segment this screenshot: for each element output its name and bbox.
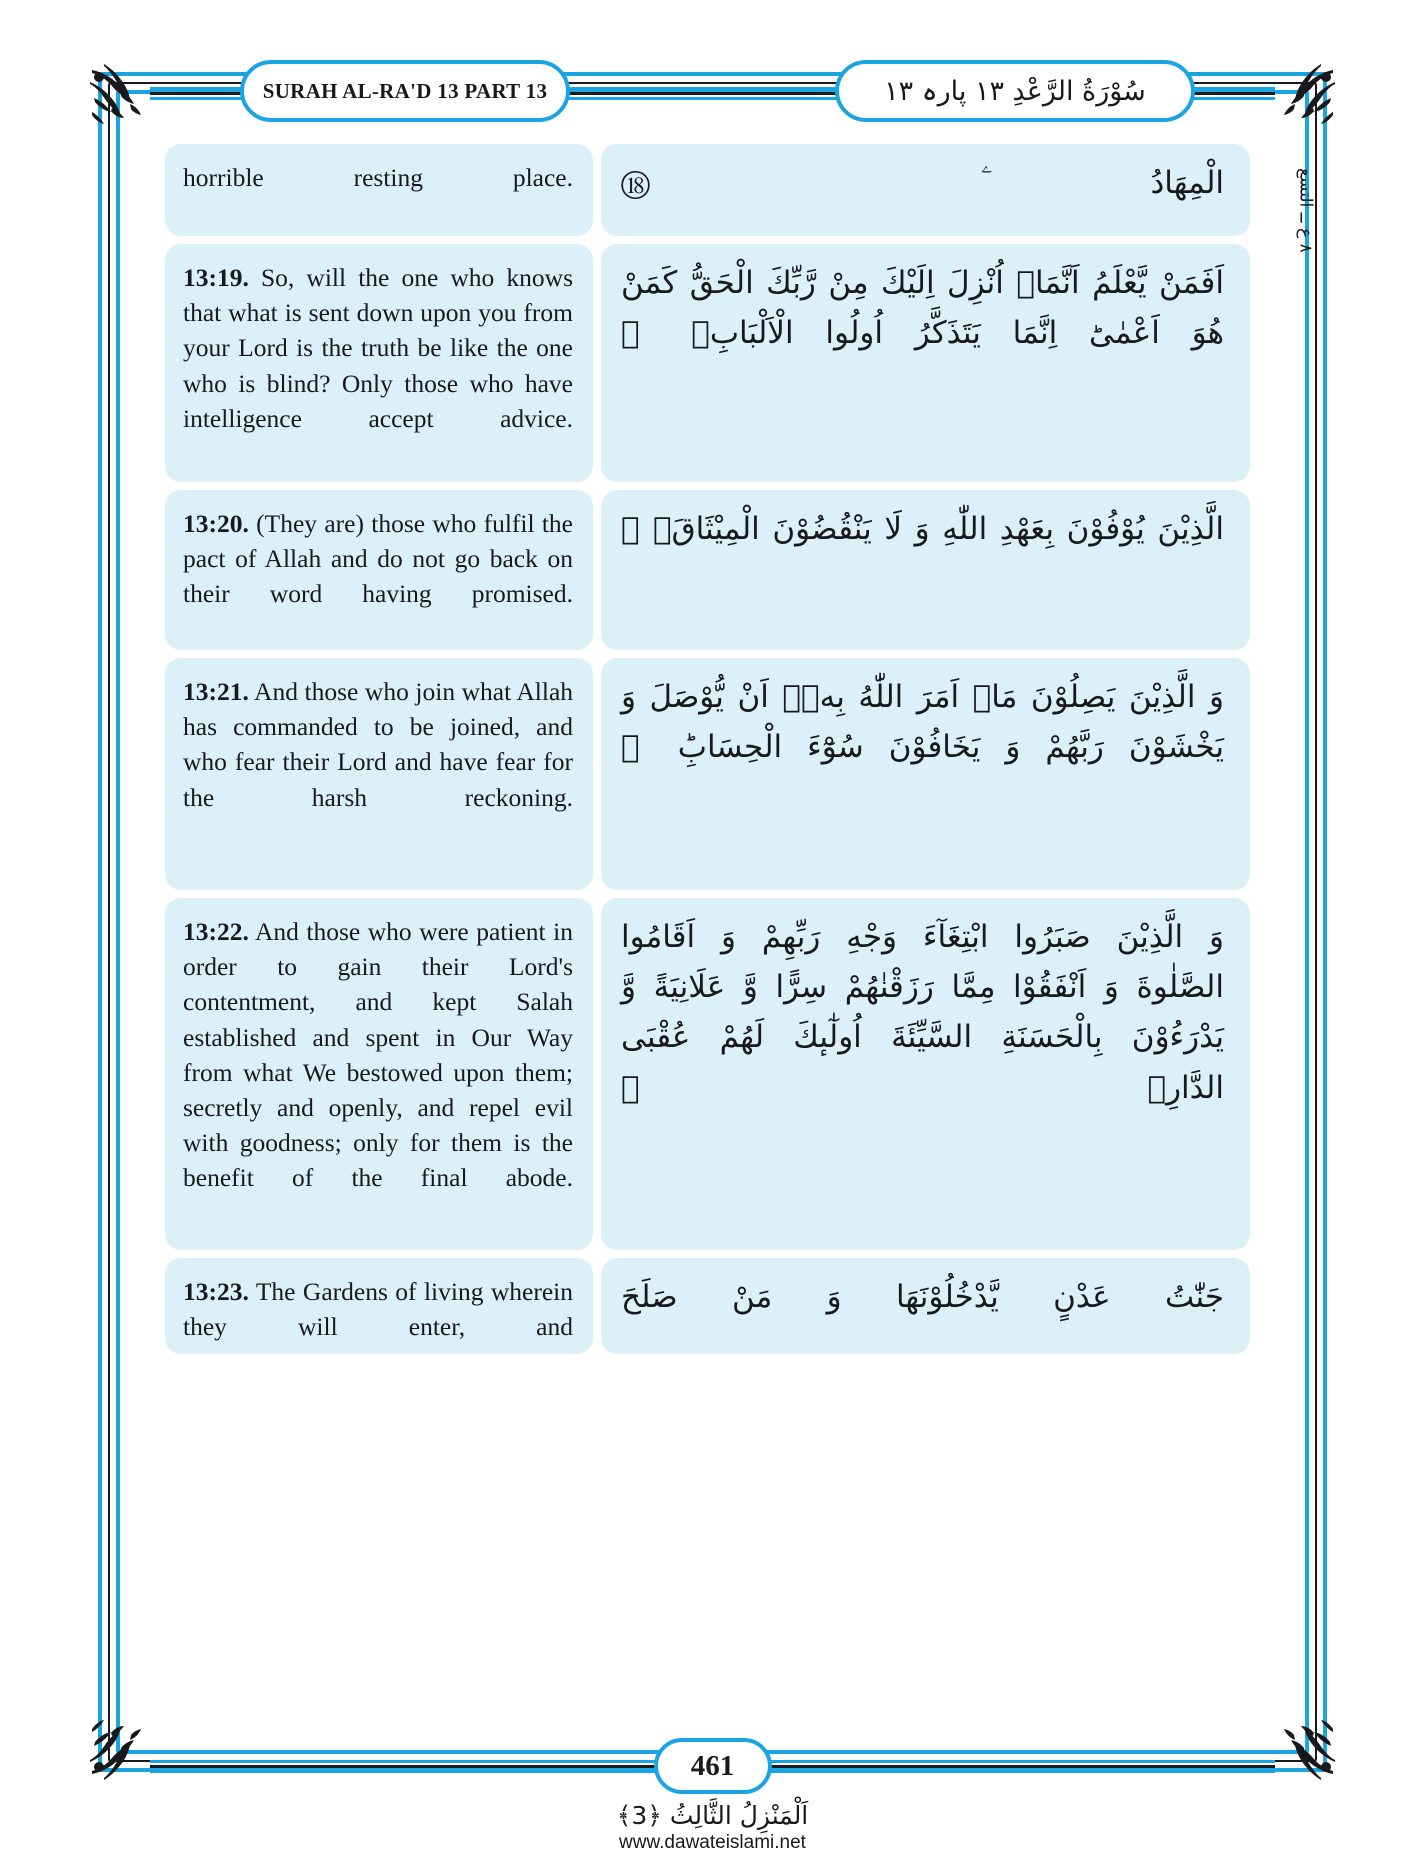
verse-english — [165, 490, 593, 650]
surah-title-arabic-label: سُوْرَةُ الرَّعْدِ ١٣ پارہ ١٣ — [884, 75, 1146, 107]
verse-arabic: الْمِهَادُ ۧ ⑱ — [601, 144, 1250, 236]
ruku-marker: ٨ ع ــ التسع — [1295, 167, 1316, 253]
verse-english — [165, 658, 593, 890]
verse-arabic: وَ الَّذِیْنَ صَبَرُوا ابْتِغَآءَ وَجْهِ رَبِّهِمْ وَ اَقَامُوا الصَّلٰوةَ وَ اَنْفَقُوْا مِمَّا رَزَقْنٰهُمْ سِرًّا وَّ عَلَانِیَةً وَّ یَدْرَءُوْنَ بِالْحَسَنَةِ السَّیِّئَةَ اُولٰٓىٕكَ لَهُمْ عُقْبَى الدَّارِۙ ㉒ — [601, 898, 1250, 1250]
verse-number: 13:20. — [183, 509, 249, 538]
verse-row — [165, 490, 1250, 650]
verse-english-text: And those who join what Allah has commanded to be joined, and who fear their Lord and have fear for the harsh reckoning. — [183, 677, 574, 812]
surah-title-english — [240, 60, 570, 122]
verse-english-text: horrible resting place. — [183, 163, 573, 192]
verse-list — [165, 144, 1250, 1362]
verse-number: 13:22. — [183, 917, 249, 946]
surah-title-arabic — [835, 60, 1195, 122]
verse-number: 13:19. — [183, 263, 249, 292]
verse-row — [165, 244, 1250, 482]
page-number-badge: 461 — [654, 1738, 772, 1794]
surah-title-english-label: SURAH AL-RA'D 13 PART 13 — [262, 78, 548, 103]
verse-row — [165, 144, 1250, 236]
verse-english-text: So, will the one who knows that what is sent down upon you from your Lord is the truth be like the one who is blind? Only those who have intelligence accept advice. — [183, 263, 574, 433]
website-url: www.dawateislami.net — [619, 1832, 806, 1853]
verse-english — [165, 244, 593, 482]
verse-english-text: (They are) those who fulfil the pact of Allah and do not go back on their word having promised. — [183, 509, 574, 609]
verse-english — [165, 1258, 593, 1354]
verse-english-text: The Gardens of living wherein they will enter, and — [183, 1277, 573, 1342]
verse-arabic: وَ الَّذِیْنَ یَصِلُوْنَ مَاۤ اَمَرَ اللّٰهُ بِهٖۤ اَنْ یُّوْصَلَ وَ یَخْشَوْنَ رَبَّهُمْ وَ یَخَافُوْنَ سُوْٓءَ الْحِسَابِؕ ㉑ — [601, 658, 1250, 890]
verse-arabic: الَّذِیْنَ یُوْفُوْنَ بِعَهْدِ اللّٰهِ وَ لَا یَنْقُضُوْنَ الْمِیْثَاقَۙ ⑳ — [601, 490, 1250, 650]
verse-number: 13:21. — [183, 677, 249, 706]
verse-english — [165, 144, 593, 236]
verse-row — [165, 898, 1250, 1250]
verse-arabic: اَفَمَنْ يَّعْلَمُ اَنَّمَاۤ اُنْزِلَ اِلَیْكَ مِنْ رَّبِّكَ الْحَقُّ كَمَنْ هُوَ اَعْمٰىؕ اِنَّمَا یَتَذَكَّرُ اُولُوا الْاَلْبَابِۙ ⑲ — [601, 244, 1250, 482]
manzil-label: اَلْمَنْزِلُ الثَّالِثُ ﴿3﴾ — [616, 1801, 809, 1830]
verse-row — [165, 658, 1250, 890]
verse-number: 13:23. — [183, 1277, 249, 1306]
verse-english-text: And those who were patient in order to gain their Lord's contentment, and kept Salah established and spent in Our Way from what We bestowed upon them; secretly and openly, and repel evil with goodness; only for them is the benefit of the final abode. — [183, 917, 573, 1193]
verse-row — [165, 1258, 1250, 1354]
page-header — [150, 60, 1275, 126]
verse-arabic: جَنّٰتُ عَدْنٍ یَّدْخُلُوْنَهَا وَ مَنْ صَلَحَ — [601, 1258, 1250, 1354]
verse-english — [165, 898, 593, 1250]
